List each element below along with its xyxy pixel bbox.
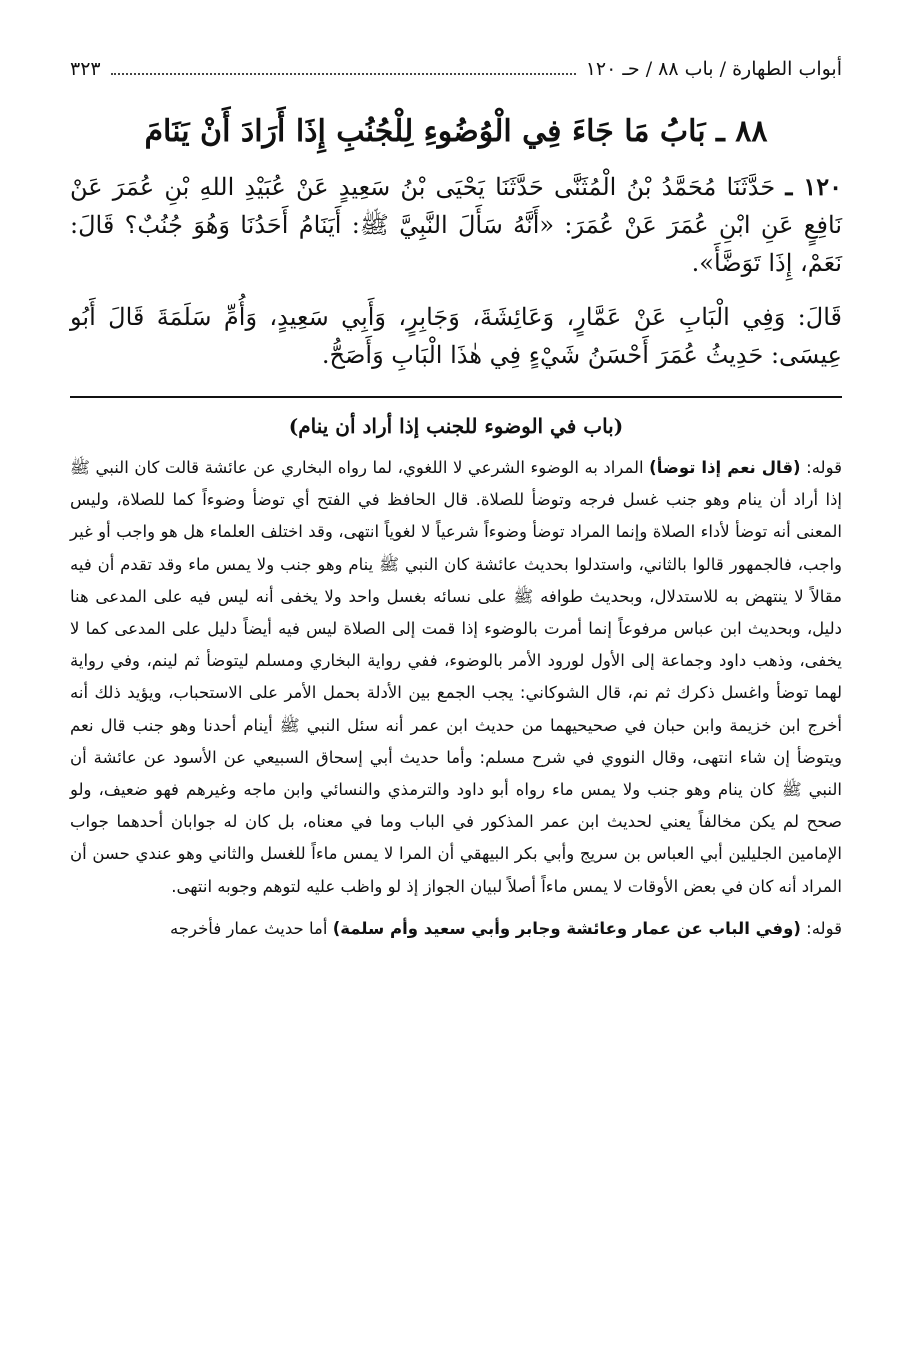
running-header [70, 58, 842, 96]
hadith-text [70, 168, 842, 282]
page-number: ٣٢٣ [70, 58, 101, 80]
commentary-quote: (قال نعم إذا توضأ) [649, 458, 801, 477]
hadith-body: حَدَّثَنَا مُحَمَّدُ بْنُ الْمُثَنَّى حَدَّثَنَا يَحْيَى بْنُ سَعِيدٍ عَنْ عُبَيْدِ اللهِ بْنِ عُمَرَ عَنْ نَافِعٍ عَنِ ابْنِ عُمَرَ عَنْ عُمَرَ: «أَنَّهُ سَأَلَ النَّبِيَّ ﷺ: أَيَنَامُ أَحَدُنَا وَهُوَ جُنُبٌ؟ قَالَ: نَعَمْ، إِذَا تَوَضَّأَ». [70, 173, 842, 277]
commentary-intro: قوله: [800, 918, 842, 938]
hadith-note: قَالَ: وَفِي الْبَابِ عَنْ عَمَّارٍ، وَعَائِشَةَ، وَجَابِرٍ، وَأَبِي سَعِيدٍ، وَأُمِّ سَلَمَةَ قَالَ أَبُو عِيسَى: حَدِيثُ عُمَرَ أَحْسَنُ شَيْءٍ فِي هٰذَا الْبَابِ وَأَصَحُّ. [70, 303, 842, 369]
commentary-body: المراد به الوضوء الشرعي لا اللغوي، لما رواه البخاري عن عائشة قالت كان النبي ﷺ إذا أراد أن ينام وهو جنب غسل فرجه وتوضأ للصلاة. قال الحافظ في الفتح أي توضأ وضوءاً كما للصلاة، وليس المعنى أنه توضأ لأداء الصلاة وإنما المراد توضأ وضوءاً شرعياً لا لغوياً انتهى، وقد اختلف العلماء هل هو واجب أو غير واجب، فالجمهور قالوا بالثاني، واستدلوا بحديث عائشة كان النبي ﷺ ينام وهو جنب ولا يمس ماء وقد تقدم أن فيه مقالاً لا ينتهض به للاستدلال، وبحديث طوافه ﷺ على نسائه بغسل واحد ولا يخفى أنه ليس فيه على المدعى هنا دليل، وبحديث ابن عباس مرفوعاً إنما أمرت بالوضوء إذا قمت إلى الصلاة ليس فيه أيضاً دليل على المدعى كما لا يخفى، وذهب داود وجماعة إلى الأول لورود الأمر بالوضوء، ففي رواية البخاري ومسلم ليتوضأ ثم لينم، وفي رواية لهما توضأ واغسل ذكرك ثم نم، قال الشوكاني: يجب الجمع بين الأدلة بحمل الأمر على الاستحباب، ويؤيد ذلك أنه أخرج ابن خزيمة وابن حبان في صحيحيهما من حديث ابن عمر أنه سئل النبي ﷺ أينام أحدنا وهو جنب قال نعم ويتوضأ إن شاء انتهى، وقال النووي في شرح مسلم: وأما حديث أبي إسحاق السبيعي عن الأسود عن عائشة أن النبي ﷺ كان ينام وهو جنب ولا يمس ماء رواه أبو داود والترمذي والنسائي وابن ماجه وغيرهم فهو ضعيف، ولو صحح لم يكن مخالفاً يعني لحديث ابن عمر المذكور في الباب وما في معناه، بل كان له جوابان أحدهما جواب الإمامين الجليلين أبي العباس بن سريج وأبي بكر البيهقي أن المرا لا يمس ماءاً للغسل والثاني وهو عندي حسن أن المراد أنه كان في بعض الأوقات لا يمس ماءاً أصلاً لبيان الجواز إذ لو واظب عليه لتوهم وجوبه انتهى. [70, 458, 842, 896]
book-page [70, 58, 842, 1328]
hadith-number: ١٢٠ ـ [785, 172, 842, 201]
section-divider [70, 396, 842, 398]
commentary-title: (باب في الوضوء للجنب إذا أراد أن ينام) [288, 414, 624, 438]
commentary-paragraph-1 [70, 452, 842, 903]
running-title: أبواب الطهارة / باب ٨٨ / حـ ١٢٠ [585, 58, 842, 80]
commentary-quote: (وفي الباب عن عمار وعائشة وجابر وأبي سعيد وأم سلمة) [332, 918, 801, 938]
header-leader-dots [111, 72, 576, 75]
commentary-intro: قوله: [800, 458, 842, 477]
chapter-title: ٨٨ ـ بَابُ مَا جَاءَ فِي الْوُضُوءِ لِلْجُنُبِ إِذَا أَرَادَ أَنْ يَنَامَ [144, 114, 768, 149]
commentary-paragraph-2 [70, 913, 842, 945]
commentary-body: أما حديث عمار فأخرجه [169, 918, 333, 938]
